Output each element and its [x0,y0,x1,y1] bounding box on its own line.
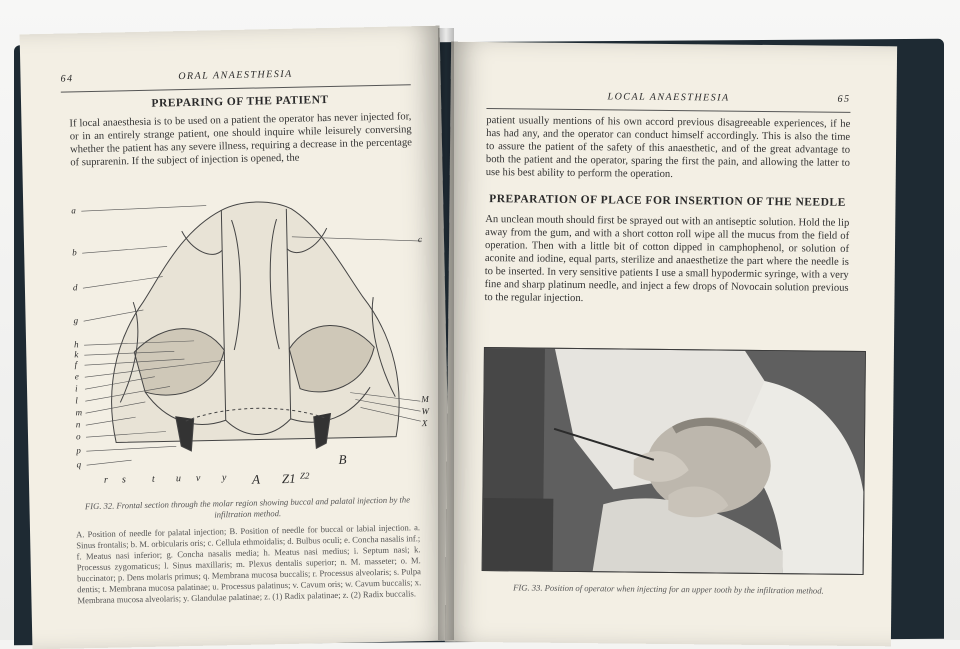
label-Z1: Z1 [281,470,296,487]
left-heading: PREPARING OF THE PATIENT [151,94,329,110]
label-v: v [195,472,201,484]
book-gutter [438,28,454,640]
label-k: k [74,349,79,360]
right-running-head [486,90,850,113]
left-running-head [60,66,410,92]
label-u: u [175,473,182,485]
label-y: y [221,472,227,484]
operator-photo-image [483,348,865,574]
label-A: A [251,471,261,487]
label-Z2: Z2 [299,470,310,481]
label-l: l [75,395,78,406]
right-figure-caption [485,582,851,597]
fig33-caption: FIG. 33. Position of operator when injecting for an upper tooth by the infiltration method. [513,582,824,596]
left-paragraph: If local anaesthesia is to be used on a patient the operator has never injected for, or in an entirely strange patient, one should inquire while leisurely conversing whether the patient has any severe illness, requiring a decrease in the percentage of suprarenin. If the subject of injection is opened, the [69,111,413,169]
label-e: e [74,371,79,382]
label-t: t [151,473,155,485]
right-running-title: LOCAL ANAESTHESIA [607,91,730,104]
right-paragraph-2: An unclean mouth should first be sprayed out with an antiseptic solution. Hold the lip away from the gum, and with a short cotton roll wipe all the mucus from the field of operation. Then with a little bit of cotton dipped in camphophenol, or solution of aconite and iodine, equal parts, sterilize and anaesthetize the part where the needle is to be inserted. In very sensitive patients I use a small hypodermic syringe, with a very fine and sharp platinum needle, and inject a few drops of Novocain solution previous to the regular injection. [484,214,850,305]
label-a: a [71,205,76,216]
label-i: i [74,383,78,394]
anatomy-figure [71,186,437,473]
fig32-caption-legend: A. Position of needle for palatal injection; B. Position of needle for buccal or labial injection. a. Sinus frontalis; b. M. orbicularis oris; c. Cellula ethmoidalis; d. Bulbus oculi; e. Concha nasalis inf.; f. Meatus nasi inferior; g. Concha nasalis media; h. Meatus nasi medius; i. Septum nasi; k. Processus zygomaticus; l. Sinus maxillaris; m. Plexus dentalis superior; n. M. masseter; o. M. buccinator; p. Dens molaris primus; q. Membrana mucosa buccalis; r. Processus alveolaris; s. Pulpa dentis; t. Membrana mucosa palatinae; u. Processus palatinus; v. Cavum oris; w. Cavum buccalis; x. Membrana mucosa alveolaris; y. Glandulae palatinae; z. (1) Radix palatinae; z. (2) Radix buccalis. [75,522,422,606]
label-b: b [72,247,77,258]
label-n: n [75,419,81,430]
right-paragraph-1: patient usually mentions of his own accord previous disagreeable experiences, if he has had any, and the operator can conduct himself accordingly. This is also the time to assure the patient of the safety of this anaesthetic, and of the great advantage to both the patient and the operator, sparing the first the pain, and allowing the latter to use his best ability to perform the operation. [485,115,851,181]
left-text-block [69,92,412,169]
label-W: W [421,405,430,417]
label-s: s [121,474,126,486]
label-c: c [417,234,423,245]
label-B: B [338,451,347,467]
label-g: g [73,315,79,326]
operator-photo [482,347,866,575]
right-text-block [484,114,850,308]
label-d: d [72,282,78,293]
fig32-caption-title: FIG. 32. Frontal section through the molar region showing buccal and palatal injection by the infiltration method. [84,494,411,520]
label-m: m [75,407,83,418]
right-heading: PREPARATION OF PLACE FOR INSERTION OF THE NEEDLE [489,193,846,209]
label-p: p [76,445,81,456]
left-figure-caption [75,494,421,606]
label-r: r [103,474,108,486]
label-M: M [421,393,429,405]
right-page-number: 65 [837,93,851,105]
label-f: f [74,359,78,370]
right-page [445,42,897,647]
anatomy-drawing [71,186,437,473]
label-h: h [74,339,79,350]
left-running-title: ORAL ANAESTHESIA [178,68,293,83]
left-page [20,26,453,649]
label-q: q [76,459,82,470]
label-o: o [75,431,81,442]
label-X: X [421,418,428,429]
left-page-number: 64 [60,73,74,85]
